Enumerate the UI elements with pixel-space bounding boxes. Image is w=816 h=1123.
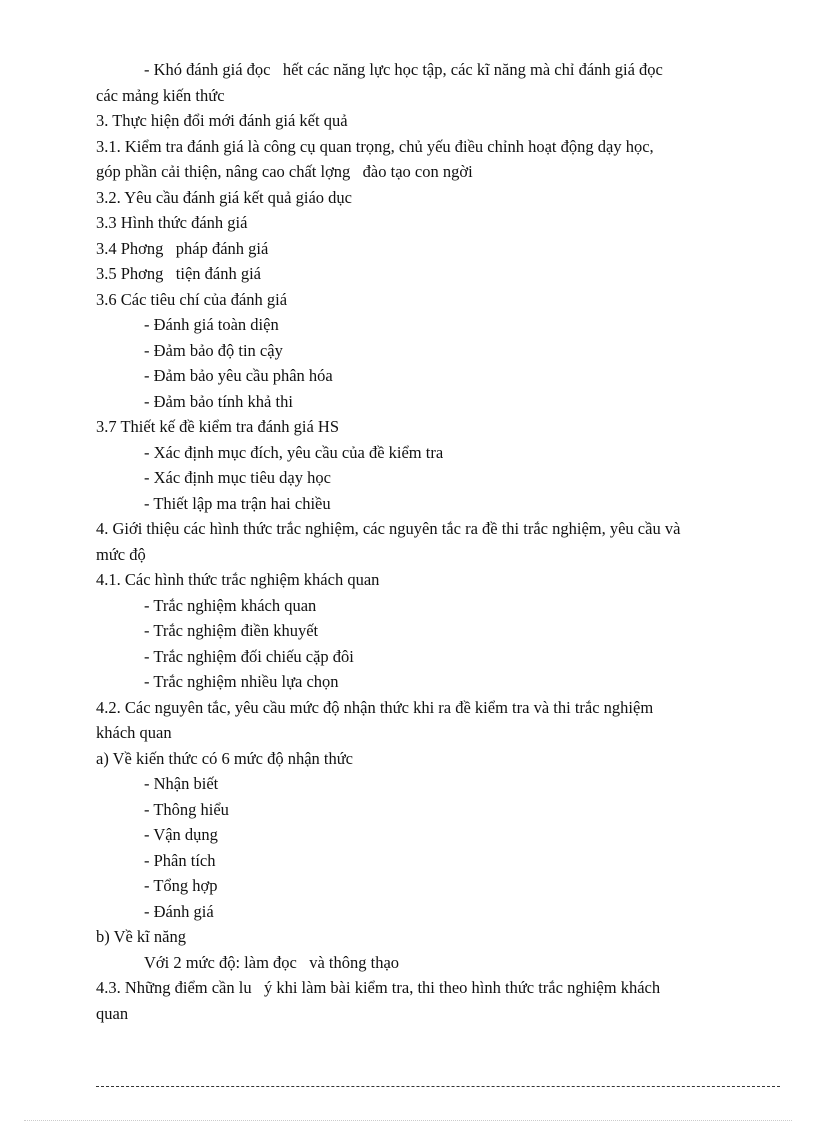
section-heading: a) Về kiến thức có 6 mức độ nhận thức <box>96 748 353 768</box>
list-item: - Thông hiểu <box>144 799 229 819</box>
text-line: 3.1. Kiểm tra đánh giá là công cụ quan trọng, chủ yếu điều chỉnh hoạt động dạy học, <box>96 136 654 156</box>
section-heading: 4. Giới thiệu các hình thức trắc nghiệm, các nguyên tắc ra đề thi trắc nghiệm, yêu cầu và <box>96 519 681 538</box>
section-heading: 3.6 Các tiêu chí của đánh giá <box>96 289 288 309</box>
list-item: - Vận dụng <box>144 825 218 844</box>
section-heading: 3.3 Hình thức đánh giá <box>96 213 248 232</box>
section-heading: 3.4 Phơng pháp đánh giá <box>96 238 269 258</box>
list-item: - Phân tích <box>144 850 216 870</box>
section-heading: 3.5 Phơng tiện đánh giá <box>96 264 261 283</box>
text-line: các mảng kiến thức <box>96 85 225 105</box>
text-line: quan <box>96 1003 129 1023</box>
list-item: - Tổng hợp <box>144 876 218 895</box>
list-item: - Đánh giá <box>144 901 214 921</box>
section-heading: 3. Thực hiện đổi mới đánh giá kết quả <box>96 111 348 130</box>
list-item: - Thiết lập ma trận hai chiều <box>144 493 331 513</box>
list-item: - Trắc nghiệm khách quan <box>144 595 317 615</box>
section-heading: 4.2. Các nguyên tắc, yêu cầu mức độ nhận thức khi ra đề kiểm tra và thi trắc nghiệm <box>96 697 654 717</box>
list-item: - Trắc nghiệm điền khuyết <box>144 621 319 640</box>
list-item: - Đảm bảo độ tin cậy <box>144 340 283 360</box>
list-item: - Trắc nghiệm nhiều lựa chọn <box>144 672 339 691</box>
text-line: Với 2 mức độ: làm đọc và thông thạo <box>144 952 400 972</box>
list-item: - Đánh giá toàn diện <box>144 315 279 334</box>
list-item: - Xác định mục tiêu dạy học <box>144 468 331 487</box>
list-item: - Nhận biết <box>144 774 219 793</box>
page-bottom-edge <box>24 1120 792 1121</box>
section-heading: 3.2. Yêu cầu đánh giá kết quả giáo dục <box>96 187 352 207</box>
section-heading: b) Về kĩ năng <box>96 927 186 946</box>
list-item: - Đảm bảo yêu cầu phân hóa <box>144 366 333 385</box>
text-line: mức độ <box>96 544 146 564</box>
text-line: - Khó đánh giá đọc hết các năng lực học tập, các kĩ năng mà chỉ đánh giá đọc <box>144 60 663 79</box>
list-item: - Trắc nghiệm đối chiếu cặp đôi <box>144 646 354 666</box>
text-line: khách quan <box>96 723 172 742</box>
list-item: - Xác định mục đích, yêu cầu của đề kiểm tra <box>144 442 444 462</box>
text-line: góp phần cải thiện, nâng cao chất lợng đào tạo con ngời <box>96 162 473 181</box>
section-heading: 3.7 Thiết kế đề kiểm tra đánh giá HS <box>96 417 340 436</box>
list-item: - Đảm bảo tính khả thi <box>144 391 293 411</box>
section-heading: 4.1. Các hình thức trắc nghiệm khách quan <box>96 570 380 589</box>
document-body <box>96 57 772 1026</box>
section-heading: 4.3. Những điểm cần lu ý khi làm bài kiểm tra, thi theo hình thức trắc nghiệm khách <box>96 978 661 997</box>
footer-divider <box>96 1086 780 1087</box>
